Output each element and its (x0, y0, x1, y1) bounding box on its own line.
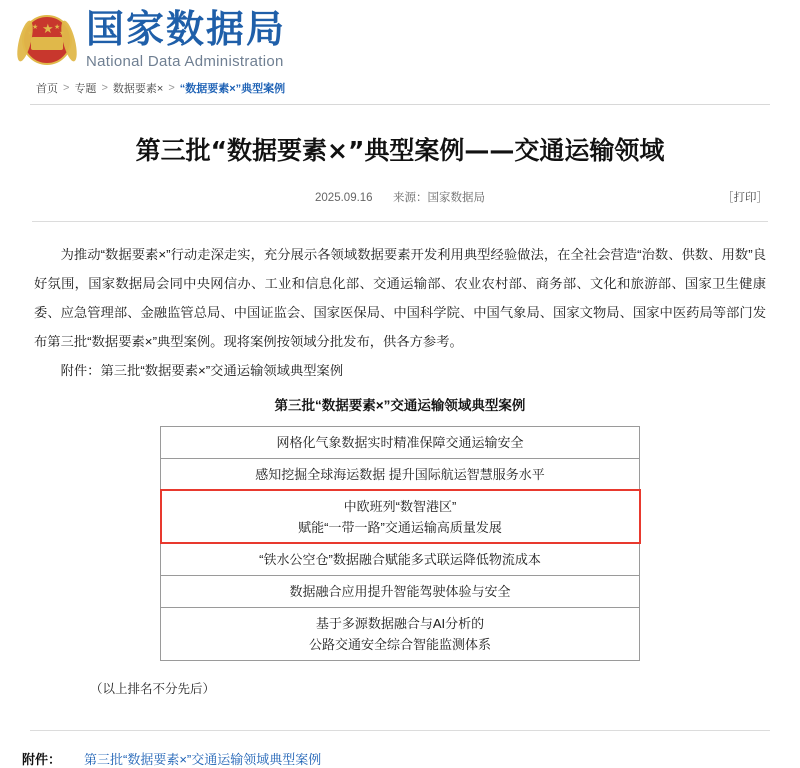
national-emblem-icon: ★ ★ ★ ★ ★ (18, 11, 76, 69)
site-branding[interactable] (86, 7, 287, 70)
case-table (160, 426, 640, 661)
attachment-divider (30, 730, 770, 731)
case-cell-2: 感知挖掘全球海运数据 提升国际航运智慧服务水平 (161, 458, 640, 490)
breadcrumb-separator: > (63, 81, 70, 94)
article-paragraph-2: 附件：第三批“数据要素×”交通运输领域典型案例 (60, 362, 344, 378)
article-body (34, 240, 766, 704)
site-title-cn: 国家数据局 (86, 7, 287, 51)
case-cell-6-line-1: 基于多源数据融合与AI分析的 (315, 615, 485, 631)
breadcrumb-item-topic[interactable]: 专题 (74, 82, 97, 95)
publish-date: 2025.09.16 (315, 191, 373, 204)
article-paragraph-1: 为推动“数据要素×”行动走深走实，充分展示各领域数据要素开发利用典型经验做法，在全社会营造“治数、供数、用数”良好氛围，国家数据局会同中央网信办、工业和信息化部、交通运输部、农业农村部、商务部、文化和旅游部、国家卫生健康委、应急管理部、金融监管总局、中国证监会、国家医保局、中国科学院、中国气象局、国家文物局、国家中医药局等部门发布第三批“数据要素×”典型案例。现将案例按领域分批发布，供各方参考。 (34, 246, 766, 349)
case-cell-5: 数据融合应用提升智能驾驶体验与安全 (161, 575, 640, 607)
case-cell-1: 网格化气象数据实时精准保障交通运输安全 (161, 426, 640, 458)
table-row (161, 607, 640, 660)
site-title-en: National Data Administration (86, 52, 284, 70)
table-row (161, 458, 640, 490)
article-meta (0, 189, 800, 205)
attachment-link[interactable]: 第三批“数据要素×”交通运输领域典型案例 (84, 751, 322, 767)
table-row (161, 575, 640, 607)
case-cell-3 (161, 490, 640, 543)
meta-divider (32, 221, 768, 222)
case-cell-6-line-2: 公路交通安全综合智能监测体系 (308, 636, 491, 652)
case-cell-4: “铁水公空仓”数据融合赋能多式联运降低物流成本 (161, 543, 640, 575)
breadcrumb-separator: > (168, 81, 175, 94)
ranking-note: （以上排名不分先后） (90, 681, 216, 696)
attachment-section (22, 749, 800, 768)
header-divider (30, 104, 770, 105)
case-cell-3-line-1: 中欧班列“数智港区” (343, 498, 457, 514)
case-table-title: 第三批“数据要素×”交通运输领域典型案例 (274, 397, 526, 413)
case-cell-3-line-2: 赋能“一带一路”交通运输高质量发展 (298, 519, 502, 535)
breadcrumb-item-current[interactable]: “数据要素×”典型案例 (179, 82, 286, 95)
page-title: 第三批“数据要素×”典型案例——交通运输领域 (135, 135, 665, 165)
breadcrumb-separator: > (101, 81, 108, 94)
breadcrumb-item-data-element[interactable]: 数据要素× (112, 82, 164, 95)
breadcrumb (0, 74, 800, 104)
site-header (0, 0, 800, 74)
attachment-label: 附件： (22, 751, 62, 767)
table-row (161, 426, 640, 458)
table-row-highlighted (161, 490, 640, 543)
breadcrumb-item-home[interactable]: 首页 (36, 82, 58, 95)
print-button[interactable]: ［打印］ (722, 191, 768, 204)
article-source: 来源：国家数据局 (392, 191, 485, 204)
table-row (161, 543, 640, 575)
case-cell-6 (161, 607, 640, 660)
